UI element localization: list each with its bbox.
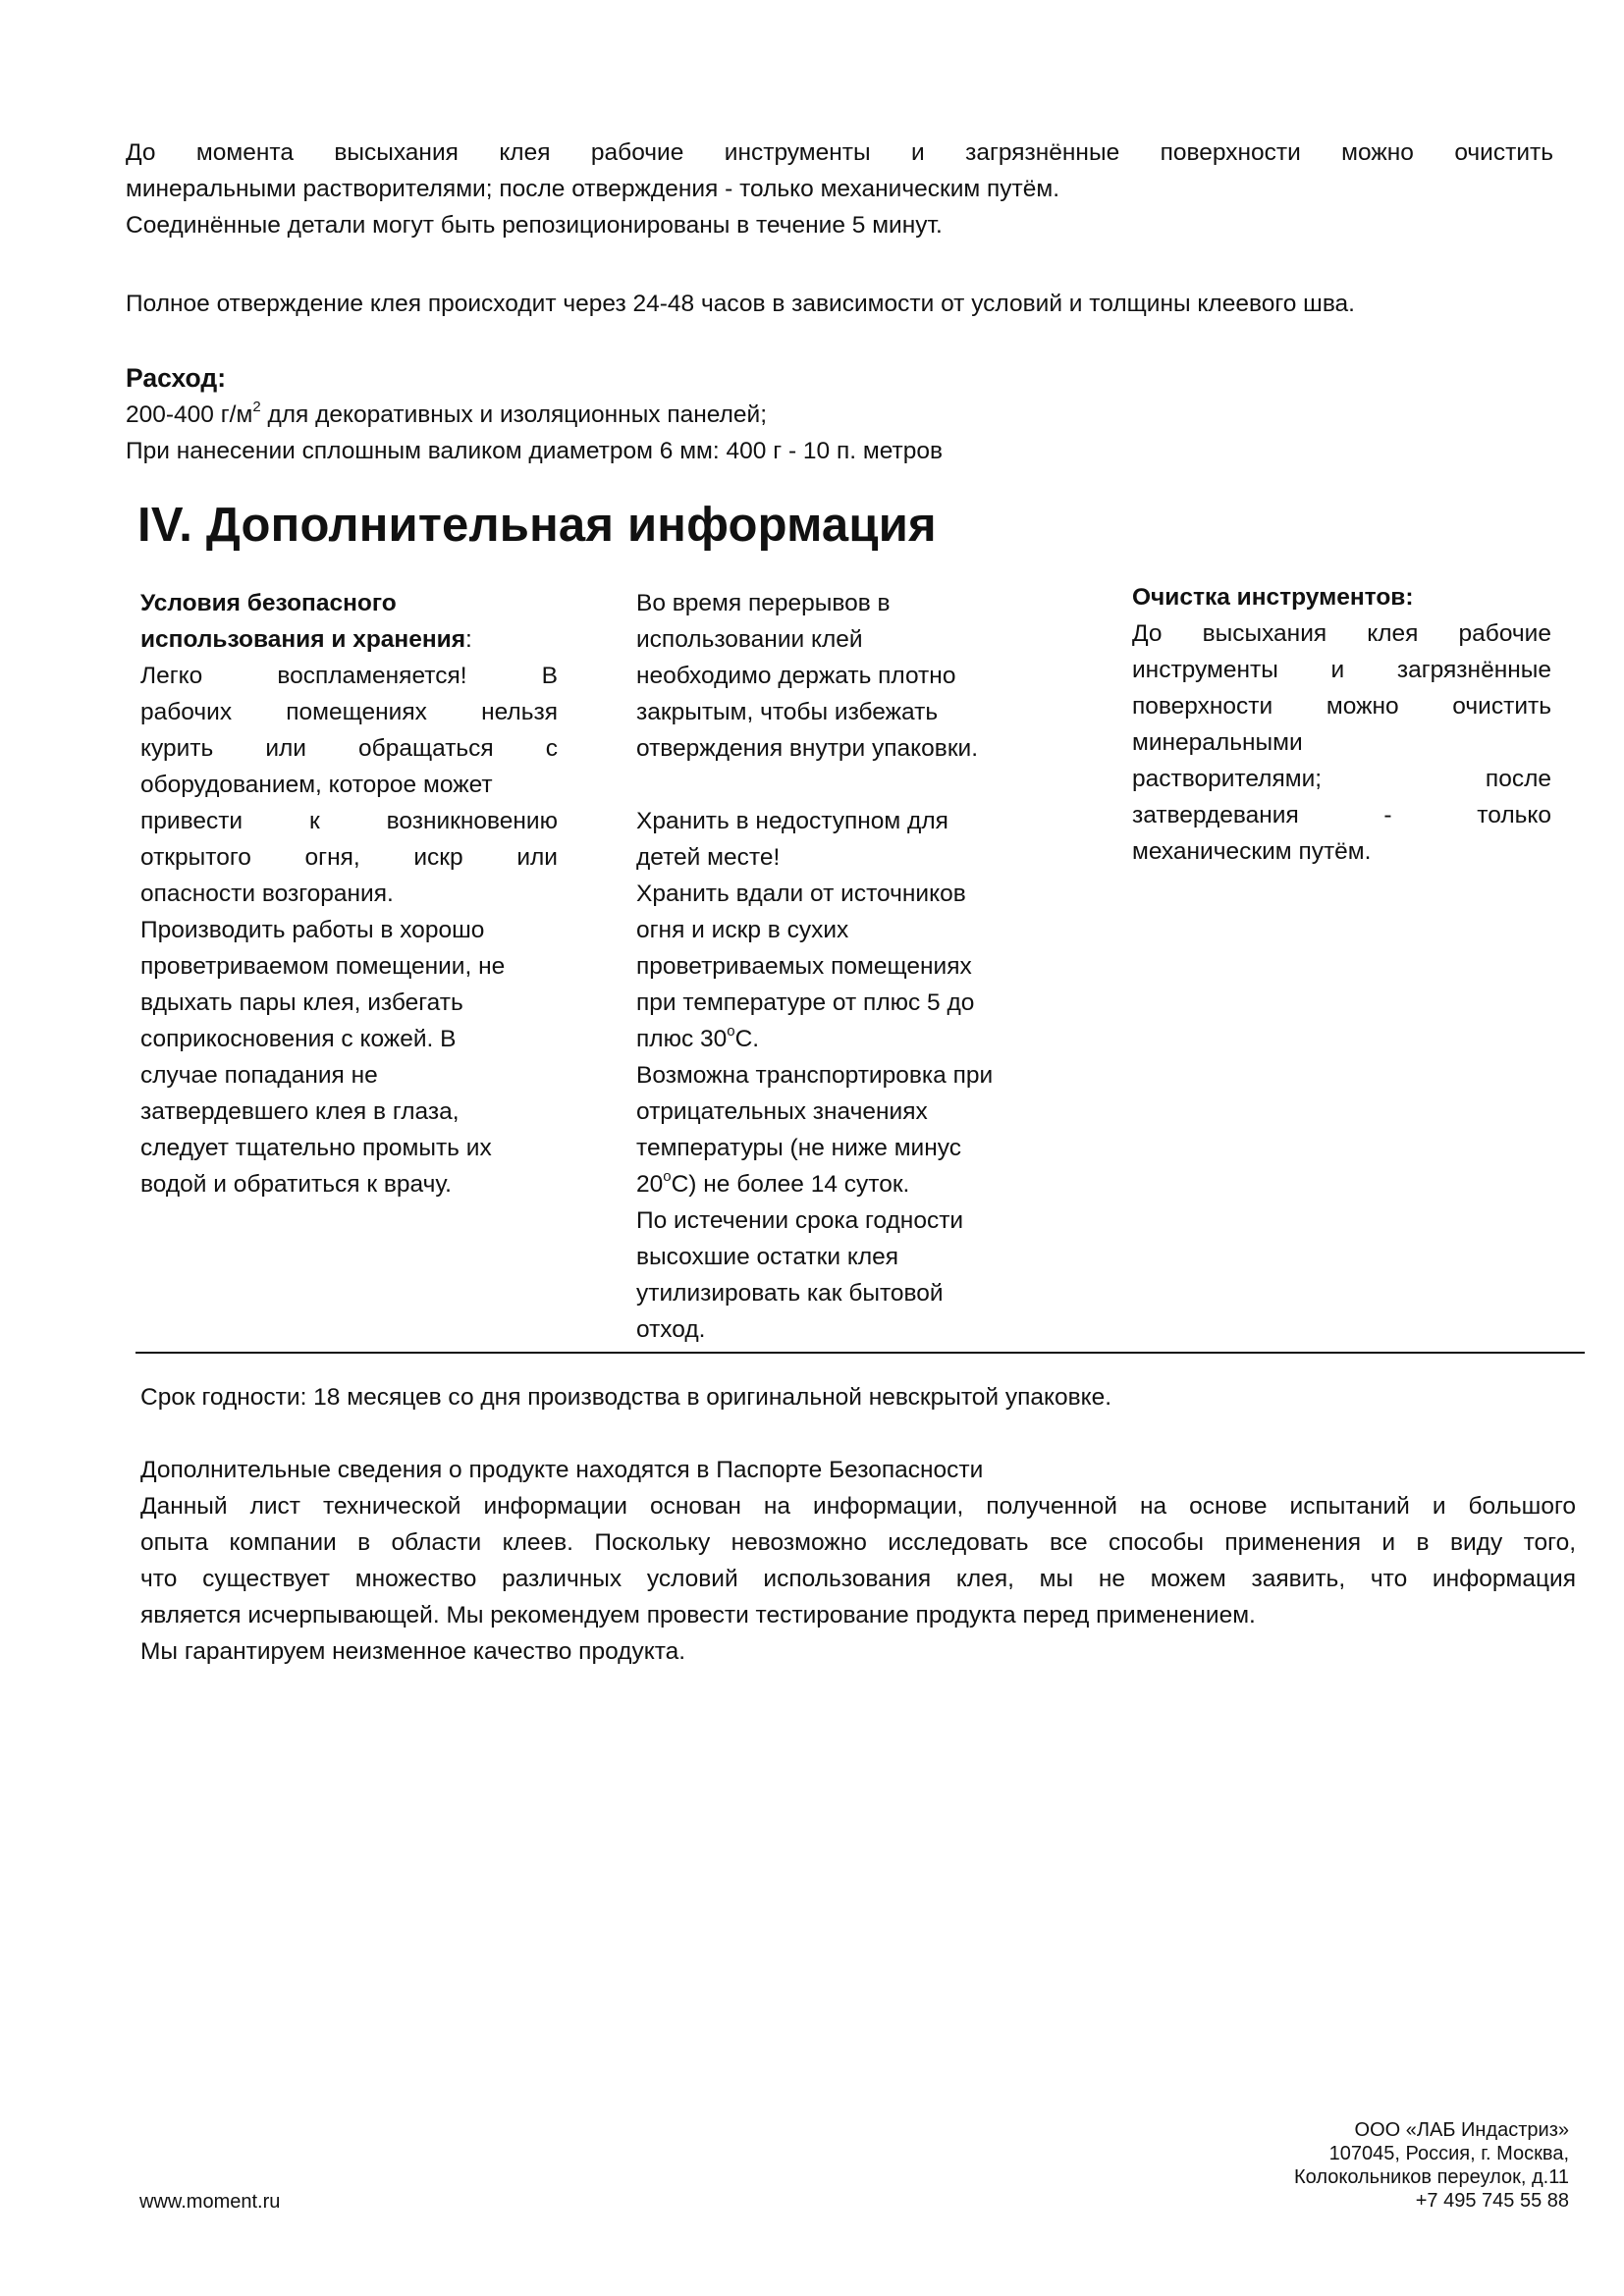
column-line: Производить работы в хорошо	[140, 917, 485, 943]
column-line: опасности возгорания.	[140, 881, 394, 907]
column-line: минеральными	[1132, 729, 1303, 756]
column-line: затвердевшего клея в глаза,	[140, 1098, 460, 1125]
column-line: закрытым, чтобы избежать	[636, 699, 939, 725]
column-line: вдыхать пары клея, избегать	[140, 989, 463, 1016]
consumption-line: 200-400 $г/м^2$ для декоративных и изоляционных панелей;	[126, 398, 768, 428]
intro-line: До момента высыхания клея рабочие инструменты и загрязнённые поверхности можно очистить	[126, 139, 1553, 166]
column-line: инструменты и загрязнённые	[1132, 657, 1551, 683]
column-line: при температуре от плюс 5 до	[636, 989, 975, 1016]
column-line: растворителями; после	[1132, 766, 1551, 792]
column-line: затвердевания - только	[1132, 802, 1551, 828]
column-heading: Условия безопасного	[140, 590, 397, 616]
column-line: Возможна транспортировка при	[636, 1062, 994, 1089]
closing-paragraph	[140, 1452, 1576, 1670]
column-line: случае попадания не	[140, 1062, 378, 1089]
consumption-line: При нанесении сплошным валиком диаметром 6 мм: 400 г - 10 п. метров	[126, 438, 943, 464]
column-line: курить или обращаться с	[140, 735, 558, 762]
column-line: высохшие остатки клея	[636, 1244, 899, 1270]
column-line: детей месте!	[636, 844, 781, 871]
closing-line: Мы гарантируем неизменное качество продукта.	[140, 1638, 686, 1665]
intro-line: минеральными растворителями; после отверждения - только механическим путём.	[126, 176, 1060, 202]
column-line: необходимо держать плотно	[636, 663, 956, 689]
column-line: привести к возникновению	[140, 808, 558, 834]
column-line: температуры (не ниже минус	[636, 1135, 961, 1161]
section-title: IV. Дополнительная информация	[137, 499, 937, 552]
intro-line: Соединённые детали могут быть репозиционированы в течение 5 минут.	[126, 212, 943, 239]
column-heading: Очистка инструментов:	[1132, 584, 1414, 611]
closing-line: Дополнительные сведения о продукте находятся в Паспорте Безопасности	[140, 1457, 984, 1483]
column-line: механическим путём.	[1132, 838, 1372, 865]
column-line: отход.	[636, 1316, 706, 1343]
intro-paragraph-cleaning	[126, 134, 1553, 243]
company-address-block	[1117, 2118, 1569, 2213]
column-line: рабочих помещениях нельзя	[140, 699, 558, 725]
closing-line: что существует множество различных условий использования клея, мы не можем заявить, что информация	[140, 1566, 1576, 1592]
column-line: проветриваемых помещениях	[636, 953, 972, 980]
column-line: утилизировать как бытовой	[636, 1280, 944, 1307]
column-line: отрицательных значениях	[636, 1098, 928, 1125]
phone-number: +7 495 745 55 88	[1415, 2190, 1569, 2212]
column-line: открытого огня, искр или	[140, 844, 558, 871]
paragraph-gap	[636, 767, 1068, 803]
column-safety	[140, 585, 558, 1202]
column-line: Хранить в недоступном для	[636, 808, 948, 834]
consumption-heading: Расход:	[126, 363, 227, 393]
consumption-text	[126, 397, 1553, 469]
closing-line: Данный лист технической информации основан на информации, полученной на основе испытаний и большого	[140, 1493, 1576, 1520]
website-link[interactable]: www.moment.ru	[139, 2191, 281, 2213]
column-line: По истечении срока годности	[636, 1207, 964, 1234]
column-line: Легко воспламеняется! В	[140, 663, 558, 689]
shelf-life-text	[140, 1379, 1554, 1415]
column-line: поверхности можно очистить	[1132, 693, 1551, 720]
column-heading: использования и хранения:	[140, 626, 472, 653]
column-line: соприкосновения с кожей. В	[140, 1026, 457, 1052]
shelf-life-line: Срок годности: 18 месяцев со дня производства в оригинальной невскрытой упаковке.	[140, 1384, 1112, 1411]
intro-line: Полное отверждение клея происходит через 24-48 часов в зависимости от условий и толщины клеевого шва.	[126, 291, 1355, 317]
column-line: плюс $30^оС$.	[636, 1022, 760, 1052]
column-line: оборудованием, которое может	[140, 772, 493, 798]
column-line: огня и искр в сухих	[636, 917, 849, 943]
column-line: проветриваемом помещении, не	[140, 953, 506, 980]
address-line: 107045, Россия, г. Москва,	[1328, 2143, 1569, 2164]
column-line: Во время перерывов в	[636, 590, 891, 616]
company-name: ООО «ЛАБ Индастриз»	[1354, 2119, 1569, 2141]
column-line: водой и обратиться к врачу.	[140, 1171, 452, 1198]
address-line: Колокольников переулок, д.11	[1294, 2166, 1569, 2188]
closing-line: является исчерпывающей. Мы рекомендуем провести тестирование продукта перед применением.	[140, 1602, 1256, 1629]
column-line: использовании клей	[636, 626, 863, 653]
closing-line: опыта компании в области клеев. Поскольку невозможно исследовать все способы применения и в виду того,	[140, 1529, 1576, 1556]
column-line: $20^оС$) не более 14 суток.	[636, 1167, 910, 1198]
column-line: Хранить вдали от источников	[636, 881, 966, 907]
column-cleaning	[1132, 579, 1551, 870]
column-storage	[636, 585, 1068, 1348]
column-line: отверждения внутри упаковки.	[636, 735, 979, 762]
column-line: следует тщательно промыть их	[140, 1135, 492, 1161]
column-line: До высыхания клея рабочие	[1132, 620, 1551, 647]
section-divider	[135, 1352, 1585, 1354]
intro-paragraph-curing	[126, 286, 1553, 322]
